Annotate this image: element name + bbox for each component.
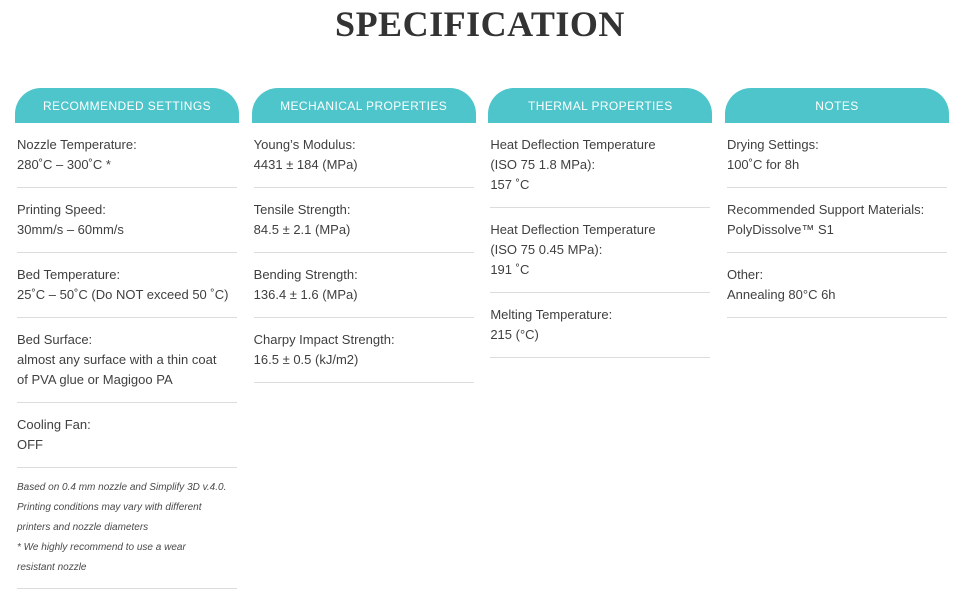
row-label: Melting Temperature: bbox=[490, 307, 613, 322]
printing-speed-row bbox=[17, 188, 237, 253]
row-label: Recommended Support Materials: bbox=[726, 202, 925, 217]
row-label: Young’s Modulus: bbox=[253, 137, 356, 152]
youngs-modulus-row bbox=[254, 131, 474, 188]
row-label: Heat Deflection Temperature (ISO 75 0.45 MPa): bbox=[490, 222, 656, 257]
row-label: Bed Surface: bbox=[17, 332, 93, 347]
footnote-line: resistant nozzle bbox=[17, 562, 87, 573]
notes-header: NOTES bbox=[725, 88, 949, 123]
notes-column bbox=[725, 88, 949, 589]
thermal-properties-header: THERMAL PROPERTIES bbox=[488, 88, 712, 123]
bed-temperature-row bbox=[17, 253, 237, 318]
mechanical-properties-header: MECHANICAL PROPERTIES bbox=[252, 88, 476, 123]
row-label: Tensile Strength: bbox=[253, 202, 351, 217]
support-materials-row bbox=[727, 188, 947, 253]
heat-deflection-1-8-row bbox=[490, 131, 710, 208]
row-value: almost any surface with a thin coat of PVA glue or Magigoo PA bbox=[17, 352, 217, 387]
row-value: 136.4 ± 1.6 (MPa) bbox=[253, 287, 358, 302]
bed-surface-row bbox=[17, 318, 237, 403]
drying-settings-row bbox=[727, 131, 947, 188]
row-label: Bending Strength: bbox=[253, 267, 358, 282]
row-value: 157 ˚C bbox=[490, 177, 530, 192]
row-label: Bed Temperature: bbox=[17, 267, 121, 282]
row-value: 16.5 ± 0.5 (kJ/m2) bbox=[253, 352, 359, 367]
page-title: SPECIFICATION bbox=[335, 4, 625, 44]
footnote-line: * We highly recommend to use a wear bbox=[17, 542, 186, 553]
recommended-settings-header: RECOMMENDED SETTINGS bbox=[15, 88, 239, 123]
row-value: 215 (°C) bbox=[490, 327, 539, 342]
row-label: Heat Deflection Temperature (ISO 75 1.8 MPa): bbox=[490, 137, 656, 172]
row-value: 280˚C – 300˚C * bbox=[17, 157, 111, 172]
row-value: 84.5 ± 2.1 (MPa) bbox=[253, 222, 351, 237]
row-value: 191 ˚C bbox=[490, 262, 530, 277]
bending-strength-row bbox=[254, 253, 474, 318]
row-label: Nozzle Temperature: bbox=[17, 137, 137, 152]
row-value: PolyDissolve™ S1 bbox=[726, 222, 834, 237]
row-label: Charpy Impact Strength: bbox=[253, 332, 395, 347]
row-value: 4431 ± 184 (MPa) bbox=[253, 157, 358, 172]
settings-footnote bbox=[17, 468, 237, 589]
row-value: 30mm/s – 60mm/s bbox=[17, 222, 124, 237]
row-label: Cooling Fan: bbox=[17, 417, 91, 432]
row-label: Other: bbox=[726, 267, 764, 282]
row-value: 100˚C for 8h bbox=[726, 157, 800, 172]
melting-temperature-row bbox=[490, 293, 710, 358]
mechanical-properties-column bbox=[252, 88, 476, 589]
row-label: Printing Speed: bbox=[17, 202, 106, 217]
footnote-line: Based on 0.4 mm nozzle and Simplify 3D v.4.0. bbox=[17, 482, 227, 493]
spec-columns bbox=[15, 88, 949, 589]
row-value: 25˚C – 50˚C (Do NOT exceed 50 ˚C) bbox=[17, 287, 229, 302]
row-label: Drying Settings: bbox=[726, 137, 819, 152]
thermal-properties-column bbox=[488, 88, 712, 589]
row-value: OFF bbox=[17, 437, 43, 452]
footnote-line: Printing conditions may vary with different bbox=[17, 502, 202, 513]
charpy-impact-strength-row bbox=[254, 318, 474, 383]
heat-deflection-0-45-row bbox=[490, 208, 710, 293]
cooling-fan-row bbox=[17, 403, 237, 468]
row-value: Annealing 80°C 6h bbox=[726, 287, 836, 302]
tensile-strength-row bbox=[254, 188, 474, 253]
thermal-properties-rows bbox=[488, 123, 712, 358]
notes-rows bbox=[725, 123, 949, 318]
other-row bbox=[727, 253, 947, 318]
mechanical-properties-rows bbox=[252, 123, 476, 383]
footnote-line: printers and nozzle diameters bbox=[17, 522, 149, 533]
recommended-settings-rows bbox=[15, 123, 239, 589]
nozzle-temperature-row bbox=[17, 131, 237, 188]
recommended-settings-column bbox=[15, 88, 239, 589]
